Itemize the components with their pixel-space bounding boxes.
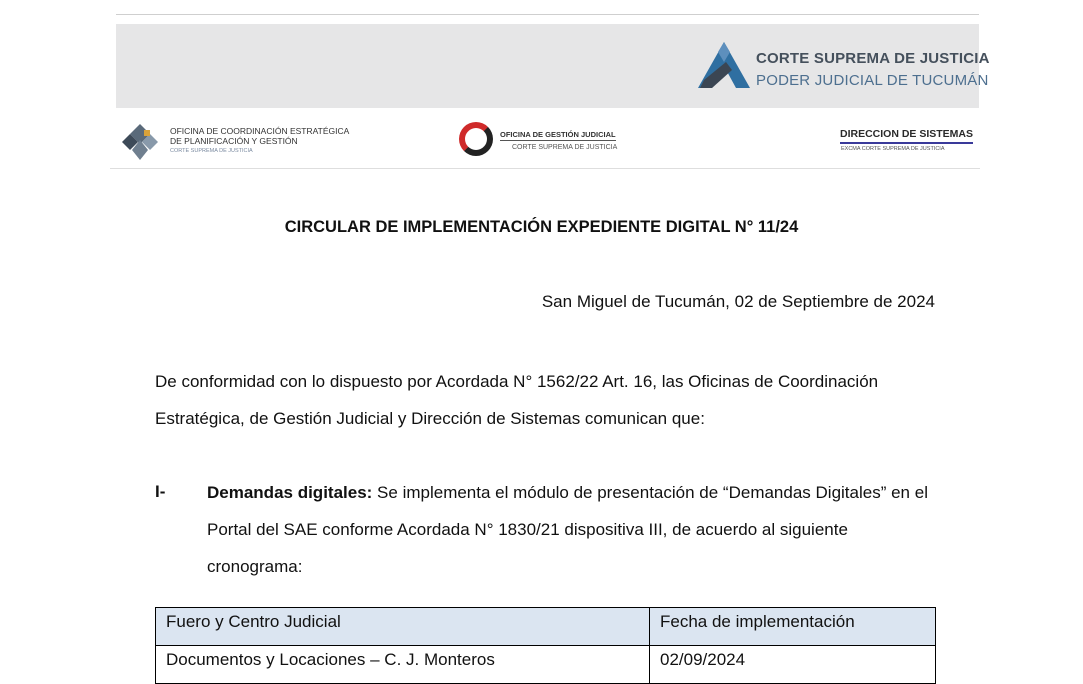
header-top-rule [116,14,979,15]
institution-name: CORTE SUPREMA DE JUSTICIA [756,50,990,67]
item-heading: Demandas digitales: [207,483,373,502]
schedule-table [155,607,936,684]
item-number: I- [155,482,166,501]
oce-line-3: CORTE SUPREMA DE JUSTICIA [170,148,253,154]
document-title: CIRCULAR DE IMPLEMENTACIÓN EXPEDIENTE DIGITAL N° 11/24 [284,218,799,236]
institution-banner [116,24,990,108]
office-logos-row [110,112,980,168]
institution-subname: PODER JUDICIAL DE TUCUMÁN [756,72,989,89]
table-header-cell: Fuero y Centro Judicial [156,608,650,646]
ogj-office-sub: CORTE SUPREMA DE JUSTICIA [512,144,618,151]
oce-line-2: DE PLANIFICACIÓN Y GESTIÓN [170,136,298,146]
item-paragraph [207,474,942,585]
ds-office-name: DIRECCION DE SISTEMAS [840,128,973,144]
item-text: Se implementa el módulo de presentación de “Demandas Digitales” en el Portal del SAE conforme Acordada N° 1830/21 dispositiva III, de acuerdo al siguiente cronograma: [207,483,928,576]
table-header-row [156,608,936,646]
table-cell: 02/09/2024 [650,646,936,684]
oce-puzzle-logo-icon [120,122,160,162]
header-bottom-rule [110,168,980,169]
ogj-ring-logo-icon [459,122,493,156]
table-header-cell: Fecha de implementación [650,608,936,646]
table-row [156,646,936,684]
oce-line-1: OFICINA DE COORDINACIÓN ESTRATÉGICA [170,126,350,136]
document-date: San Miguel de Tucumán, 02 de Septiembre de 2024 [541,292,935,311]
ogj-office-name: OFICINA DE GESTIÓN JUDICIAL [500,130,616,139]
corte-suprema-logo-icon [696,40,752,90]
oce-office-name [170,126,349,156]
ds-office-sub: EXCMA CORTE SUPREMA DE JUSTICIA [841,146,945,152]
intro-paragraph: De conformidad con lo dispuesto por Acordada N° 1562/22 Art. 16, las Oficinas de Coordinación Estratégica, de Gestión Judicial y Dirección de Sistemas comunican que: [155,372,879,428]
table-cell: Documentos y Locaciones – C. J. Monteros [156,646,650,684]
